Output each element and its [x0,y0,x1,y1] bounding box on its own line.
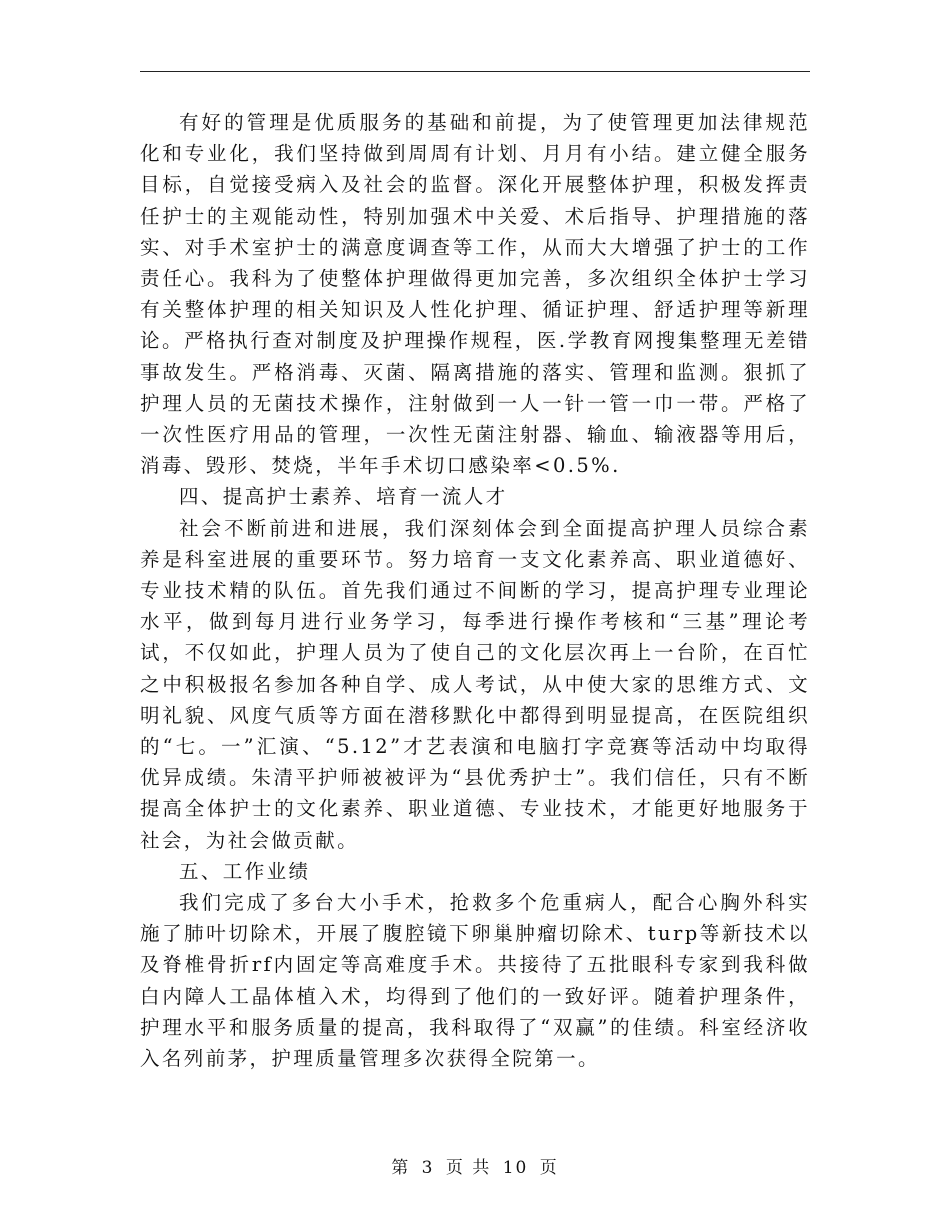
paragraph-quality: 社会不断前进和进展，我们深刻体会到全面提高护理人员综合素养是科室进展的重要环节。努力培育一支文化素养高、职业道德好、专业技术精的队伍。首先我们通过不间断的学习，提高护理专业理论水平，做到每月进行业务学习，每季进行操作考核和“三基”理论考试，不仅如此，护理人员为了使自己的文化层次再上一台阶，在百忙之中积极报名参加各种自学、成人考试，从中使大家的思维方式、文明礼貌、风度气质等方面在潜移默化中都得到明显提高，在医院组织的“七。一”汇演、“5.12”才艺表演和电脑打字竞赛等活动中均取得优异成绩。朱清平护师被被评为“县优秀护士”。我们信任，只有不断提高全体护士的文化素养、职业道德、专业技术，才能更好地服务于社会，为社会做贡献。 [140,516,810,852]
section-heading-5: 五、工作业绩 [179,859,311,883]
paragraph-achievements: 我们完成了多台大小手术，抢救多个危重病人，配合心胸外科实施了肺叶切除术，开展了腹腔镜下卵巢肿瘤切除术、turp等新技术以及脊椎骨折rf内固定等高难度手术。共接待了五批眼科专家到我科做白内障人工晶体植入术，均得到了他们的一致好评。随着护理条件，护理水平和服务质量的提高，我科取得了“双赢”的佳绩。科室经济收入名列前茅，护理质量管理多次获得全院第一。 [140,891,810,1071]
section-heading-4: 四、提高护士素养、培育一流人才 [179,485,508,509]
footer-prefix: 第 [391,1158,411,1178]
body-text [140,107,810,1074]
paragraph-management: 有好的管理是优质服务的基础和前提，为了使管理更加法律规范化和专业化，我们坚持做到周周有计划、月月有小结。建立健全服务目标，自觉接受病入及社会的监督。深化开展整体护理，积极发挥责任护士的主观能动性，特别加强术中关爱、术后指导、护理措施的落实、对手术室护士的满意度调查等工作，从而大大增强了护士的工作责任心。我科为了使整体护理做得更加完善，多次组织全体护士学习有关整体护理的相关知识及人性化护理、循证护理、舒适护理等新理论。严格执行查对制度及护理操作规程，医.学教育网搜集整理无差错事故发生。严格消毒、灭菌、隔离措施的落实、管理和监测。狠抓了护理人员的无菌技术操作，注射做到一人一针一管一巾一带。严格了一次性医疗用品的管理，一次性无菌注射器、输血、输液器等用后，消毒、毁形、焚烧，半年手术切口感染率<0.5%. [140,111,810,478]
page-footer [0,1153,950,1178]
footer-page-number: 3 [421,1158,435,1178]
footer-total-pages: 10 [502,1158,529,1178]
footer-middle: 页 共 [445,1158,492,1178]
header-rule [140,71,810,72]
footer-suffix: 页 [539,1158,559,1178]
